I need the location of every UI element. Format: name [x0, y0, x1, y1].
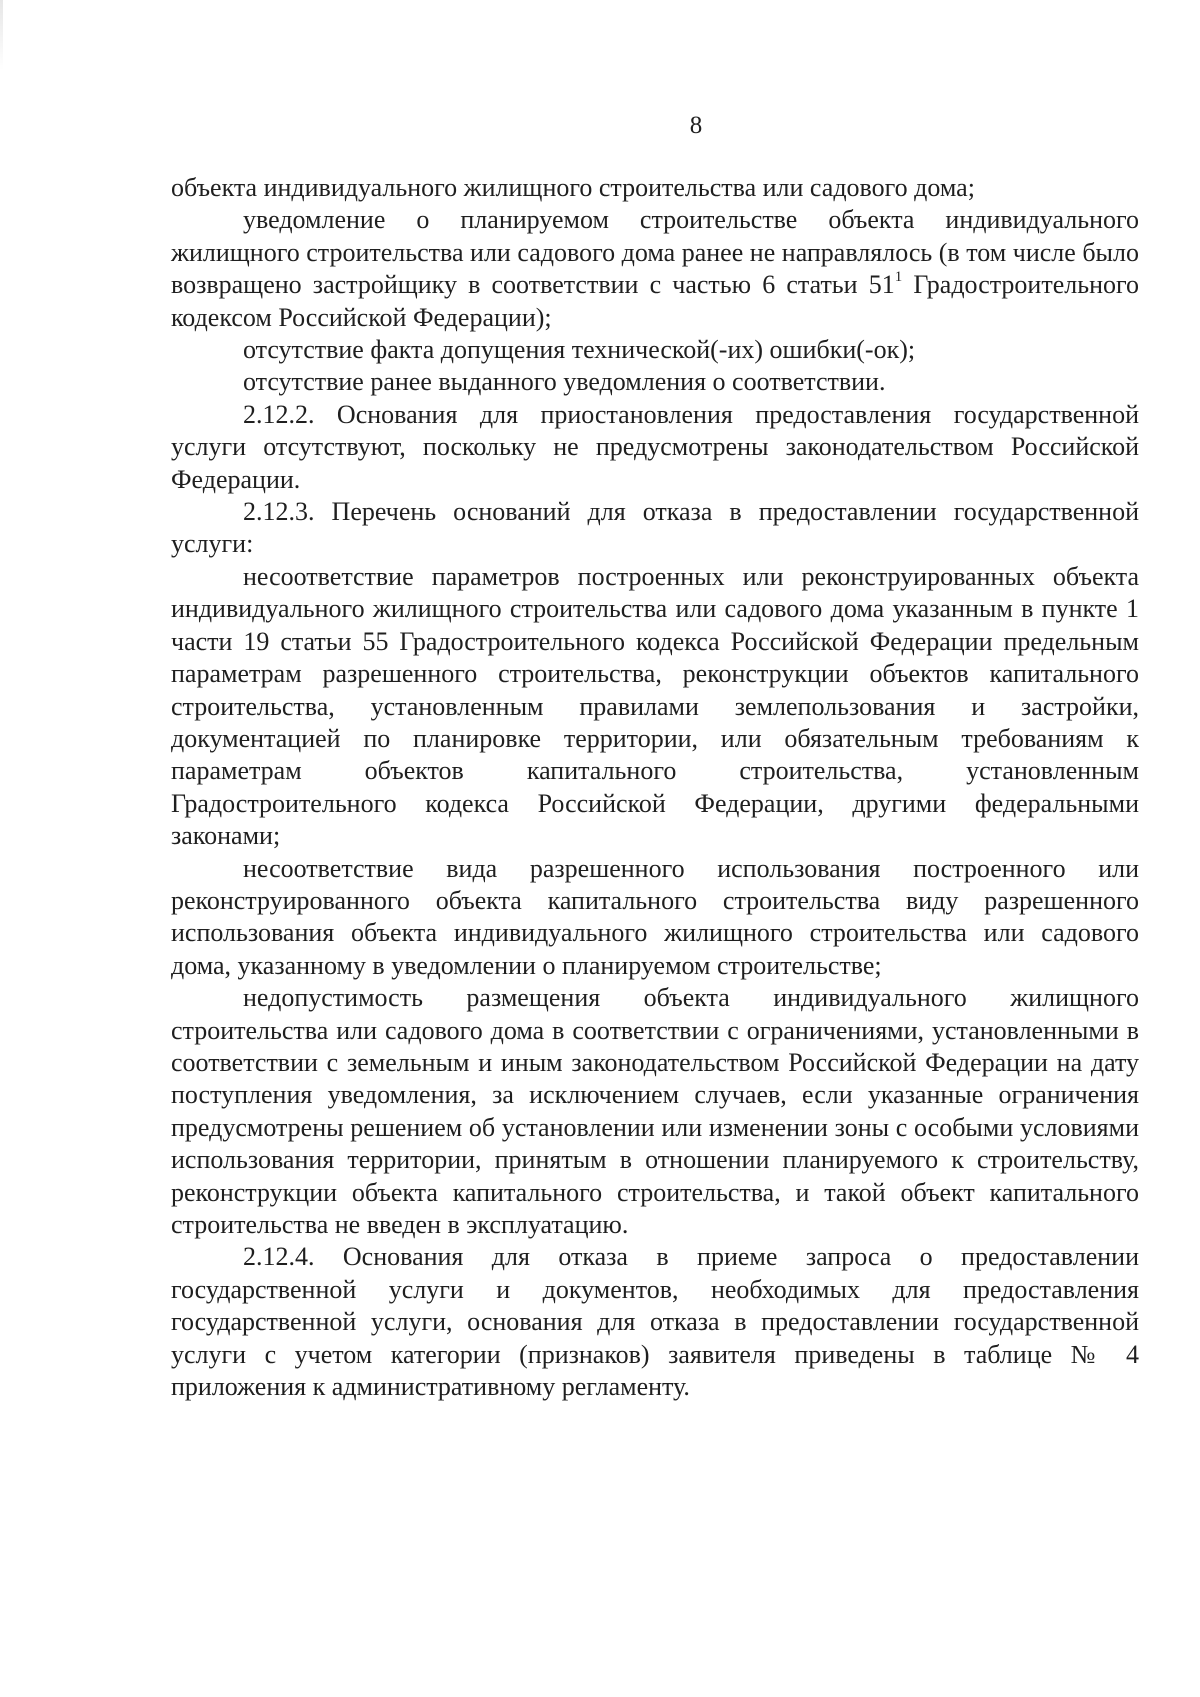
footnote-marker: 1	[894, 269, 903, 286]
paragraph: отсутствие факта допущения технической(-их) ошибки(-ок);	[243, 335, 916, 365]
paragraph: 2.12.2. Основания для приостановления предоставления государственной услуги отсутствуют, поскольку не предусмотрены законодательством Российской Федерации.	[171, 399, 1139, 494]
paragraph-text: уведомление о планируемом строительстве объекта индивидуального жилищного строительства или садового дома ранее не направлялось (в том числе было возвращено застройщику в соответствии с частью 6 статьи 51	[171, 205, 1139, 300]
paragraph: несоответствие вида разрешенного использования построенного или реконструированного объекта капитального строительства виду разрешенного использования объекта индивидуального жилищного строительства или садового дома, указанному в уведомлении о планируемом строительстве;	[171, 853, 1139, 980]
body-text	[171, 172, 1139, 1403]
page-number: 8	[689, 112, 703, 139]
paragraph	[171, 204, 1139, 334]
paragraph-text-tail: Градостроительного кодексом Российской Федерации);	[171, 270, 1139, 332]
paragraph: объекта индивидуального жилищного строительства или садового дома;	[171, 173, 975, 202]
paragraph: 2.12.4. Основания для отказа в приеме запроса о предоставлении государственной услуги и документов, необходимых для предоставления государственной услуги, основания для отказа в предоставлении государственной услуги с учетом категории (признаков) заявителя приведены в таблице № 4 приложения к административному регламенту.	[171, 1242, 1139, 1402]
paragraph: отсутствие ранее выданного уведомления о соответствии.	[243, 367, 886, 397]
paragraph: несоответствие параметров построенных или реконструированных объекта индивидуального жилищного строительства или садового дома указанным в пункте 1 части 19 статьи 55 Градостроительного кодекса Российской Федерации предельным параметрам разрешенного строительства, реконструкции объектов капитального строительства, установленным правилами землепользования и застройки, документацией по планировке территории, или обязательным требованиям к параметрам объектов капитального строительства, установленным Градостроительного кодекса Российской Федерации, другими федеральными законами;	[171, 561, 1139, 851]
paragraph: 2.12.3. Перечень оснований для отказа в предоставлении государственной услуги:	[171, 497, 1139, 559]
scan-edge-mark	[0, 0, 3, 70]
paragraph: недопустимость размещения объекта индивидуального жилищного строительства или садового дома в соответствии с ограничениями, установленными в соответствии с земельным и иным законодательством Российской Федерации на дату поступления уведомления, за исключением случаев, если указанные ограничения предусмотрены решением об установлении или изменении зоны с особыми условиями использования территории, принятым в отношении планируемого к строительству, реконструкции объекта капитального строительства, и такой объект капитального строительства не введен в эксплуатацию.	[171, 983, 1139, 1239]
